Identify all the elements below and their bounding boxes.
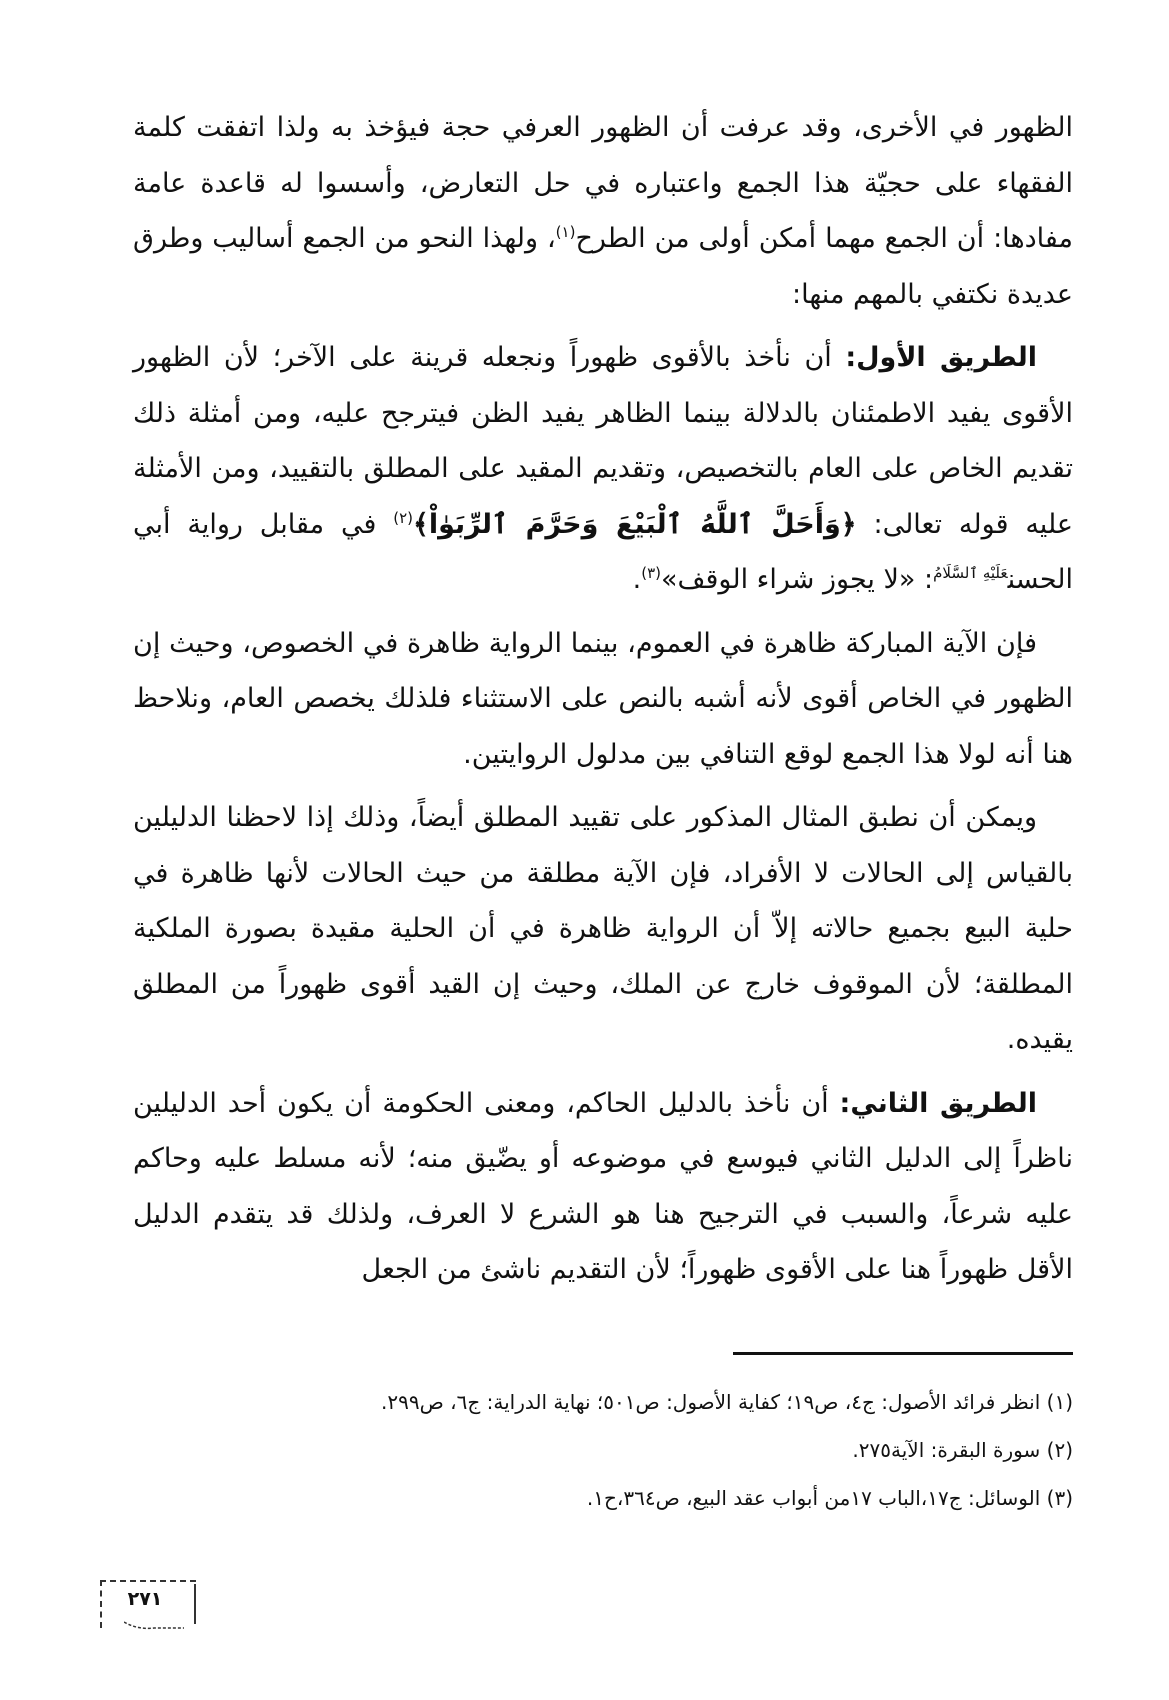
paragraph-5-text: أن نأخذ بالدليل الحاكم، ومعنى الحكومة أن يكون أحد الدليلين ناظراً إلى الدليل الثاني فيوسع في موضوعه أو يضّيق منه؛ لأنه مسلط عليه وحاكم عليه شرعاً، والسبب في الترجيح هنا هو الشرع لا العرف، ولذلك قد يتقدم الدليل الأقل ظهوراً هنا على الأقوى ظهوراً؛ لأن التقديم ناشئ من الجعل: [133, 1087, 1073, 1285]
footnote-1: (١) انظر فرائد الأصول: ج٤، ص١٩؛ كفاية الأصول: ص٥٠١؛ نهاية الدراية: ج٦، ص٢٩٩.: [381, 1390, 1073, 1414]
footnote-ref-2: (٢): [393, 508, 413, 527]
footnote-ref-3: (٣): [641, 564, 662, 582]
paragraph-1-text: الظهور في الأخرى، وقد عرفت أن الظهور العرفي حجة فيؤخذ به ولذا اتفقت كلمة الفقهاء على حجيّة هذا الجمع واعتباره في حل التعارض، وأسسوا له قاعدة عامة مفادها: أن الجمع مهما أمكن أولى من الطرح: [133, 112, 1073, 254]
paragraph-2: [133, 330, 1073, 608]
footnote-separator: [733, 1352, 1073, 1355]
paragraph-3: [133, 616, 1073, 783]
page-number: ٢٧١: [127, 1588, 163, 1610]
paragraph-1: [133, 100, 1073, 322]
paragraph-5: [133, 1076, 1073, 1298]
term-second-method: الطريق الثاني:: [839, 1087, 1037, 1119]
paragraph-2-end: .: [632, 564, 642, 595]
paragraph-3-text: فإن الآية المباركة ظاهرة في العموم، بينما الرواية ظاهرة في الخصوص، وحيث إن الظهور في الخاص أقوى لأنه أشبه بالنص على الاستثناء فلذلك يخصص العام، ونلاحظ هنا أنه لولا هذا الجمع لوقع التنافي بين مدلول الروايتين.: [133, 627, 1073, 770]
paragraph-1-tail: ، ولهذا النحو من الجمع أساليب وطرق عديدة نكتفي بالمهم منها:: [133, 223, 1073, 310]
honorific-glyph: عَلَيْهِ ٱلسَّلَامُ: [933, 564, 1008, 582]
footnote-2: (٢) سورة البقرة: الآية٢٧٥.: [852, 1438, 1073, 1462]
footnotes: [133, 1378, 1073, 1522]
paragraph-2-text: أن نأخذ بالأقوى ظهوراً ونجعله قرينة على الآخر؛ لأن الظهور الأقوى يفيد الاطمئنان بالدلالة بينما الظاهر يفيد الظن فيترجح عليه، ومن أمثلة ذلك تقديم الخاص على العام بالتخصيص، وتقديم المقيد على المطلق بالتقييد، ومن الأمثلة عليه قوله تعالى:: [133, 342, 1074, 540]
page-number-frame: [100, 1580, 196, 1628]
page-corner-ornament: [124, 1620, 184, 1632]
footnote-ref-1: (١): [555, 223, 576, 241]
paragraph-4: [133, 790, 1073, 1068]
main-text: [133, 100, 1073, 1306]
footnote-3: (٣) الوسائل: ج١٧،الباب ١٧من أبواب عقد البيع، ص٣٦٤،ح١.: [586, 1486, 1073, 1510]
quran-verse: ﴿وَأَحَلَّ ٱللَّهُ ٱلْبَيْعَ وَحَرَّمَ ٱلرِّبَوٰاْ﴾: [413, 508, 857, 540]
paragraph-2-text-2: في مقابل رواية أبي الحسن: [133, 508, 1073, 595]
paragraph-2-text-3: : «لا يجوز شراء الوقف»: [661, 564, 934, 595]
paragraph-4-text: ويمكن أن نطبق المثال المذكور على تقييد المطلق أيضاً، وذلك إذا لاحظنا الدليلين بالقياس إلى الحالات لا الأفراد، فإن الآية مطلقة من حيث الحالات لأنها ظاهرة في حلية البيع بجميع حالاته إلاّ أن الرواية ظاهرة في أن الحلية مقيدة بصورة الملكية المطلقة؛ لأن الموقوف خارج عن الملك، وحيث إن القيد أقوى ظهوراً من المطلق يقيده.: [133, 802, 1073, 1055]
term-first-method: الطريق الأول:: [845, 342, 1037, 373]
